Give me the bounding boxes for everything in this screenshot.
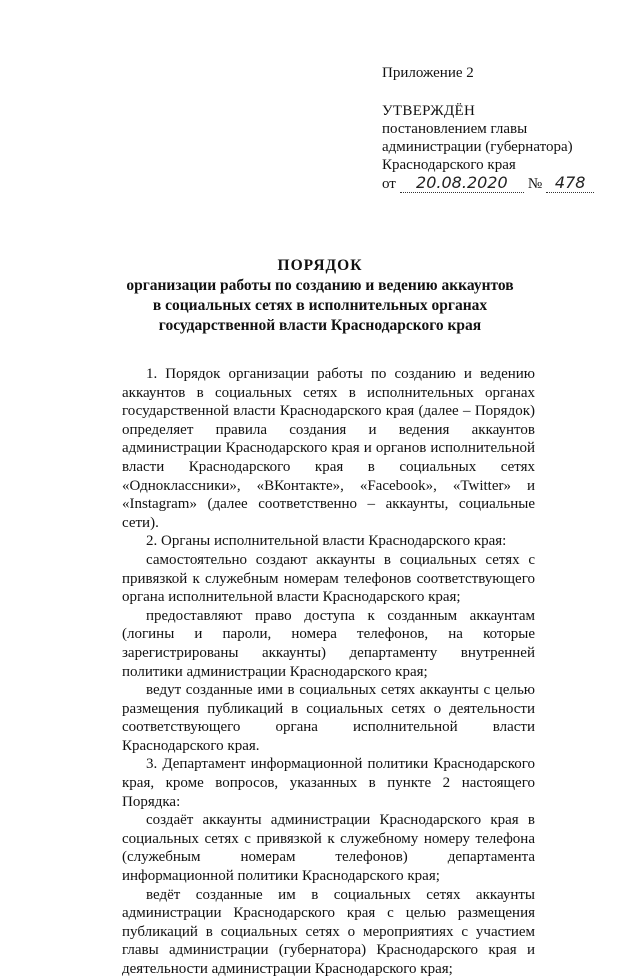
number-prefix: №: [527, 176, 543, 192]
document-title: [0, 256, 640, 336]
paragraph: создаёт аккаунты администрации Краснодарского края в социальных сетях с привязкой к служебному номеру телефона (служебным номерам телефонов) департамента информационной политики Краснодарского края;: [122, 812, 535, 885]
title-line: организации работы по созданию и ведению аккаунтов: [126, 277, 514, 294]
title-line: в социальных сетях в исполнительных органах: [152, 297, 488, 314]
appendix-label: Приложение 2: [382, 65, 474, 81]
title-line: государственной власти Краснодарского края: [158, 317, 482, 334]
paragraph: 3. Департамент информационной политики Краснодарского края, кроме вопросов, указанных в пункте 2 настоящего Порядка:: [122, 756, 535, 810]
paragraph: ведут созданные ими в социальных сетях аккаунты с целью размещения публикаций в социальных сетях о деятельности соответствующего органа исполнительной власти Краснодарского края.: [122, 682, 535, 754]
date-prefix: от: [382, 176, 396, 192]
approval-line: администрации (губернатора): [382, 139, 573, 155]
handwritten-date: 20.08.2020: [400, 174, 524, 193]
date-number-line: [382, 174, 598, 193]
paragraph: 1. Порядок организации работы по созданию и ведению аккаунтов в социальных сетях в исполнительных органах государственной власти Краснодарского края (далее – Порядок) определяет правила создания и ведения аккаунтов администрации Краснодарского края и органов исполнительной власти Краснодарского края в социальных сетях «Одноклассники», «ВКонтакте», «Facebook», «Twitter» и «Instagram» (далее соответственно – аккаунты, социальные сети).: [122, 366, 535, 531]
title-line: ПОРЯДОК: [277, 257, 363, 274]
paragraph: самостоятельно создают аккаунты в социальных сетях с привязкой к служебным номерам телефонов соответствующего органа исполнительной власти Краснодарского края;: [122, 551, 535, 606]
approved-heading: УТВЕРЖДЁН: [382, 103, 476, 119]
approval-block: [382, 64, 598, 193]
approval-line: постановлением главы: [382, 121, 528, 137]
approval-line: Краснодарского края: [382, 157, 516, 173]
document-body: [122, 365, 535, 979]
handwritten-number: 478: [546, 174, 594, 193]
paragraph: 2. Органы исполнительной власти Краснодарского края:: [146, 533, 507, 550]
paragraph: ведёт созданные им в социальных сетях аккаунты администрации Краснодарского края с целью размещения публикаций в социальных сетях о мероприятиях с участием главы администрации (губернатора) Краснодарского края и деятельности администрации Краснодарского края;: [122, 886, 535, 977]
paragraph: предоставляют право доступа к созданным аккаунтам (логины и пароли, номера телефонов, на которые зарегистрированы аккаунты) департаменту внутренней политики администрации Краснодарского края;: [122, 607, 535, 680]
